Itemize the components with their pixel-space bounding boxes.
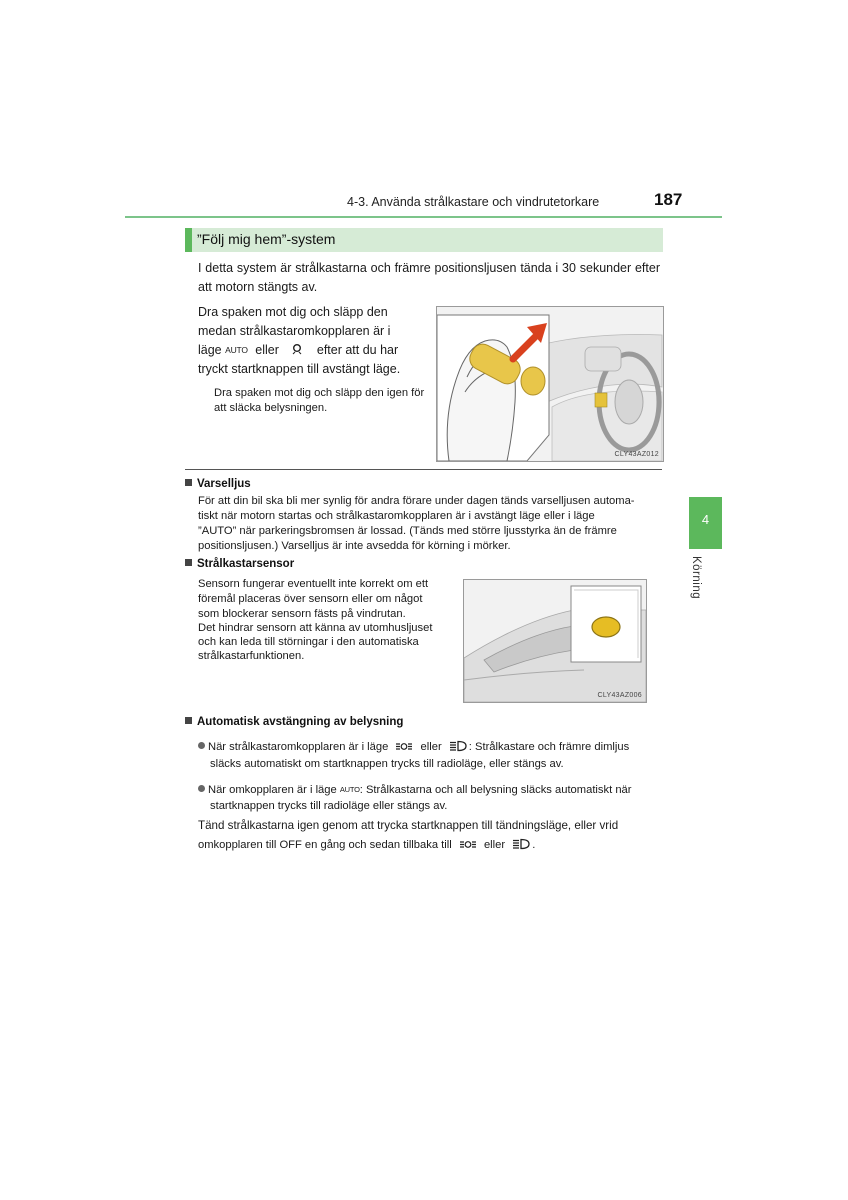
instruction-line-4: tryckt startknappen till avstängt läge. <box>198 362 401 376</box>
position-lights-icon <box>458 839 478 855</box>
word-lage: läge <box>198 343 222 357</box>
position-lights-icon <box>394 741 414 757</box>
sensor-heading-text: Strålkastarsensor <box>197 558 295 570</box>
chapter-label-text: Körning <box>690 556 702 600</box>
varselljus-line-4: positionsljusen.) Varselljus är inte avsedda för körning i mörker. <box>198 540 511 552</box>
figure-sensor-illustration <box>463 579 647 703</box>
section-divider <box>185 469 662 470</box>
auto-off-b2-text-b: : Strålkastarna och all belysning släcks automatiskt när <box>359 784 632 796</box>
sensor-line-5: och kan leda till störningar i den automatiska <box>198 636 419 648</box>
section-title-marker <box>185 228 192 252</box>
auto-off-p2-text-c: . <box>532 839 536 851</box>
auto-symbol: AUTO <box>339 785 360 794</box>
square-bullet-icon <box>185 559 192 566</box>
lever-illustration-graphic <box>437 307 663 461</box>
auto-off-p2-text-b: eller <box>483 839 506 851</box>
auto-off-b2-text-a: När omkopplaren är i läge <box>208 784 337 796</box>
sensor-line-3: som blockerar sensorn fästs på vindrutan. <box>198 608 406 620</box>
square-bullet-icon <box>185 479 192 486</box>
running-header-title: 4-3. Använda strålkastare och vindrutetorkare <box>347 195 600 209</box>
page-number: 187 <box>654 190 683 209</box>
auto-off-para-line-1: Tänd strålkastarna igen genom att trycka startknappen till tändningsläge, eller vrid <box>198 819 619 832</box>
section-title: ”Följ mig hem”-system <box>197 231 336 247</box>
figure-lever-illustration <box>436 306 664 462</box>
header-rule <box>125 216 722 218</box>
sensor-line-4: Det hindrar sensorn att känna av utomhusljuset <box>198 622 433 634</box>
chapter-number: 4 <box>701 512 710 527</box>
figure-code: CLY43AZ012 <box>614 451 659 458</box>
word-eller: eller <box>255 343 279 357</box>
sensor-heading <box>185 558 294 570</box>
chapter-label <box>690 556 714 616</box>
auto-off-b1-text-b: eller <box>420 741 442 753</box>
auto-off-para-line-2 <box>198 838 668 855</box>
sensor-line-2: föremål placeras över sensorn eller om något <box>198 593 423 605</box>
auto-off-bullet-1-line-2: släcks automatiskt om startknappen trycks till radioläge, eller stängs av. <box>210 758 564 770</box>
auto-off-heading-text: Automatisk avstängning av belysning <box>197 716 404 728</box>
round-bullet-icon <box>198 742 205 749</box>
instruction-line-3 <box>198 341 428 362</box>
varselljus-line-1: För att din bil ska bli mer synlig för andra förare under dagen tänds varselljusen automa- <box>198 495 635 507</box>
instruction-line-2: medan strålkastaromkopplaren är i <box>198 324 391 338</box>
instruction-note: Dra spaken mot dig och släpp den igen för att släcka belysningen. <box>214 387 425 414</box>
varselljus-line-2: tiskt när motorn startas och strålkastaromkopplaren är i avstängt läge eller i läge <box>198 510 595 522</box>
round-bullet-icon <box>198 785 205 792</box>
varselljus-heading-text: Varselljus <box>197 478 251 490</box>
figure-code: CLY43AZ006 <box>597 692 642 699</box>
auto-off-bullet-1 <box>198 740 668 757</box>
sensor-line-1: Sensorn fungerar eventuellt inte korrekt om ett <box>198 578 429 590</box>
section-title-bar <box>185 228 663 252</box>
varselljus-heading <box>185 478 251 490</box>
varselljus-line-3: ”AUTO” när parkeringsbromsen är lossad. (Tänds med större ljusstyrka än de främre <box>198 525 617 537</box>
auto-off-bullet-2 <box>198 782 668 798</box>
instruction-line-1: Dra spaken mot dig och släpp den <box>198 305 388 319</box>
auto-off-p2-text-a: omkopplaren till OFF en gång och sedan tillbaka till <box>198 839 452 851</box>
auto-off-heading <box>185 716 403 728</box>
auto-symbol: AUTO <box>225 345 248 355</box>
word-efter: efter att du har <box>316 343 399 357</box>
headlight-icon <box>511 838 531 855</box>
sensor-illustration-graphic <box>464 580 646 702</box>
square-bullet-icon <box>185 717 192 724</box>
auto-off-b1-text-a: När strålkastaromkopplaren är i läge <box>208 741 389 753</box>
sensor-line-6: strålkastarfunktionen. <box>198 650 305 662</box>
auto-off-b1-text-c: : Strålkastare och främre dimljus <box>468 741 630 753</box>
headlight-icon <box>448 740 468 757</box>
auto-off-bullet-2-line-2: startknappen trycks till radioläge eller stängs av. <box>210 800 448 812</box>
section-intro: I detta system är strålkastarna och främre positionsljusen tända i 30 sekunder efter att motorn stängts av. <box>198 261 660 294</box>
